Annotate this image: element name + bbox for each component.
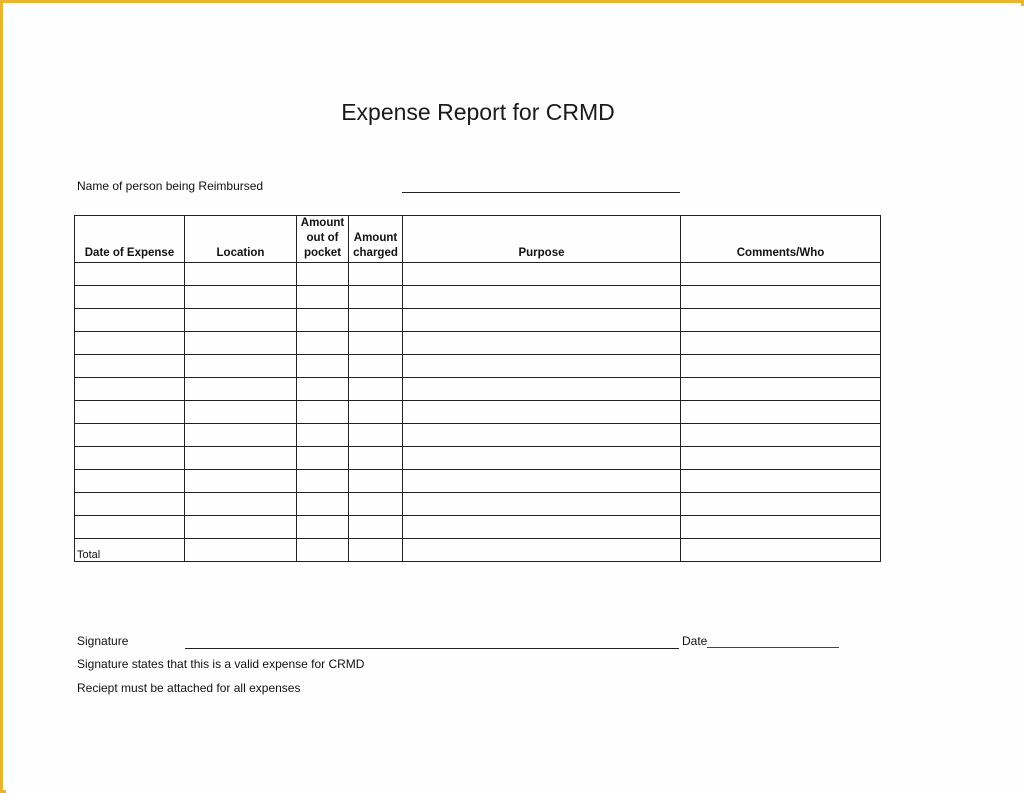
table-row <box>75 263 881 286</box>
amount-out-cell[interactable] <box>297 401 349 424</box>
table-row <box>75 355 881 378</box>
date-cell[interactable] <box>75 401 185 424</box>
amount-out-cell[interactable] <box>297 263 349 286</box>
total-amount-charged-cell[interactable] <box>349 539 403 562</box>
amount-out-cell[interactable] <box>297 516 349 539</box>
purpose-cell[interactable] <box>403 493 681 516</box>
date-cell[interactable] <box>75 470 185 493</box>
header-amount-charged-line-1: Amount <box>353 232 398 244</box>
amount-charged-cell[interactable] <box>349 516 403 539</box>
comments-cell[interactable] <box>681 378 881 401</box>
amount-charged-cell[interactable] <box>349 332 403 355</box>
amount-out-cell[interactable] <box>297 332 349 355</box>
expense-table-body <box>75 263 881 562</box>
header-amount-out-of-pocket <box>297 216 349 263</box>
table-row <box>75 470 881 493</box>
location-cell[interactable] <box>185 286 297 309</box>
location-cell[interactable] <box>185 355 297 378</box>
comments-cell[interactable] <box>681 516 881 539</box>
header-amount-charged-line-2: charged <box>353 247 398 259</box>
amount-charged-cell[interactable] <box>349 401 403 424</box>
amount-out-cell[interactable] <box>297 493 349 516</box>
amount-charged-cell[interactable] <box>349 447 403 470</box>
amount-charged-cell[interactable] <box>349 493 403 516</box>
table-header-row <box>75 216 881 263</box>
purpose-cell[interactable] <box>403 516 681 539</box>
header-amount-charged <box>349 216 403 263</box>
expense-table <box>74 215 881 562</box>
total-purpose-cell[interactable] <box>403 539 681 562</box>
amount-out-cell[interactable] <box>297 309 349 332</box>
purpose-cell[interactable] <box>403 332 681 355</box>
comments-cell[interactable] <box>681 401 881 424</box>
total-label: Total <box>75 539 185 562</box>
amount-out-cell[interactable] <box>297 378 349 401</box>
location-cell[interactable] <box>185 378 297 401</box>
purpose-cell[interactable] <box>403 286 681 309</box>
location-cell[interactable] <box>185 309 297 332</box>
comments-cell[interactable] <box>681 355 881 378</box>
comments-cell[interactable] <box>681 309 881 332</box>
amount-charged-cell[interactable] <box>349 424 403 447</box>
amount-charged-cell[interactable] <box>349 470 403 493</box>
valid-expense-note: Signature states that this is a valid expense for CRMD <box>77 657 365 671</box>
comments-cell[interactable] <box>681 493 881 516</box>
amount-out-cell[interactable] <box>297 424 349 447</box>
date-cell[interactable] <box>75 424 185 447</box>
header-location: Location <box>185 216 297 263</box>
comments-cell[interactable] <box>681 332 881 355</box>
date-cell[interactable] <box>75 516 185 539</box>
header-amount-out-line-3: pocket <box>303 247 342 259</box>
date-label: Date <box>682 634 708 648</box>
date-cell[interactable] <box>75 286 185 309</box>
signature-label: Signature <box>77 634 129 648</box>
location-cell[interactable] <box>185 470 297 493</box>
name-field-label: Name of person being Reimbursed <box>77 179 264 193</box>
date-line[interactable] <box>707 647 839 648</box>
purpose-cell[interactable] <box>403 355 681 378</box>
purpose-cell[interactable] <box>403 378 681 401</box>
table-row <box>75 378 881 401</box>
comments-cell[interactable] <box>681 470 881 493</box>
date-cell[interactable] <box>75 309 185 332</box>
table-row <box>75 493 881 516</box>
location-cell[interactable] <box>185 332 297 355</box>
date-cell[interactable] <box>75 332 185 355</box>
purpose-cell[interactable] <box>403 424 681 447</box>
header-amount-out-line-1: Amount <box>300 217 345 229</box>
table-row <box>75 516 881 539</box>
total-amount-out-cell[interactable] <box>297 539 349 562</box>
location-cell[interactable] <box>185 493 297 516</box>
location-cell[interactable] <box>185 516 297 539</box>
header-purpose: Purpose <box>403 216 681 263</box>
receipt-note: Reciept must be attached for all expenses <box>77 681 301 695</box>
total-comments-cell[interactable] <box>681 539 881 562</box>
purpose-cell[interactable] <box>403 263 681 286</box>
name-field-line[interactable] <box>402 192 680 193</box>
purpose-cell[interactable] <box>403 447 681 470</box>
date-cell[interactable] <box>75 263 185 286</box>
amount-charged-cell[interactable] <box>349 378 403 401</box>
signature-line[interactable] <box>185 648 679 649</box>
purpose-cell[interactable] <box>403 470 681 493</box>
table-row <box>75 447 881 470</box>
purpose-cell[interactable] <box>403 401 681 424</box>
date-cell[interactable] <box>75 355 185 378</box>
date-cell[interactable] <box>75 493 185 516</box>
location-cell[interactable] <box>185 263 297 286</box>
document-title: Expense Report for CRMD <box>341 99 615 125</box>
header-comments-who: Comments/Who <box>681 216 881 263</box>
amount-out-cell[interactable] <box>297 355 349 378</box>
comments-cell[interactable] <box>681 263 881 286</box>
amount-charged-cell[interactable] <box>349 309 403 332</box>
comments-cell[interactable] <box>681 286 881 309</box>
table-row <box>75 401 881 424</box>
date-cell[interactable] <box>75 447 185 470</box>
header-amount-out-line-2: out of <box>306 232 339 244</box>
amount-charged-cell[interactable] <box>349 355 403 378</box>
location-cell[interactable] <box>185 401 297 424</box>
amount-out-cell[interactable] <box>297 286 349 309</box>
amount-out-cell[interactable] <box>297 470 349 493</box>
header-date-of-expense: Date of Expense <box>75 216 185 263</box>
amount-charged-cell[interactable] <box>349 263 403 286</box>
table-row <box>75 309 881 332</box>
table-row <box>75 286 881 309</box>
total-location-cell[interactable] <box>185 539 297 562</box>
location-cell[interactable] <box>185 424 297 447</box>
purpose-cell[interactable] <box>403 309 681 332</box>
amount-charged-cell[interactable] <box>349 286 403 309</box>
amount-out-cell[interactable] <box>297 447 349 470</box>
table-row <box>75 424 881 447</box>
date-cell[interactable] <box>75 378 185 401</box>
comments-cell[interactable] <box>681 447 881 470</box>
total-row <box>75 539 881 562</box>
location-cell[interactable] <box>185 447 297 470</box>
comments-cell[interactable] <box>681 424 881 447</box>
table-row <box>75 332 881 355</box>
